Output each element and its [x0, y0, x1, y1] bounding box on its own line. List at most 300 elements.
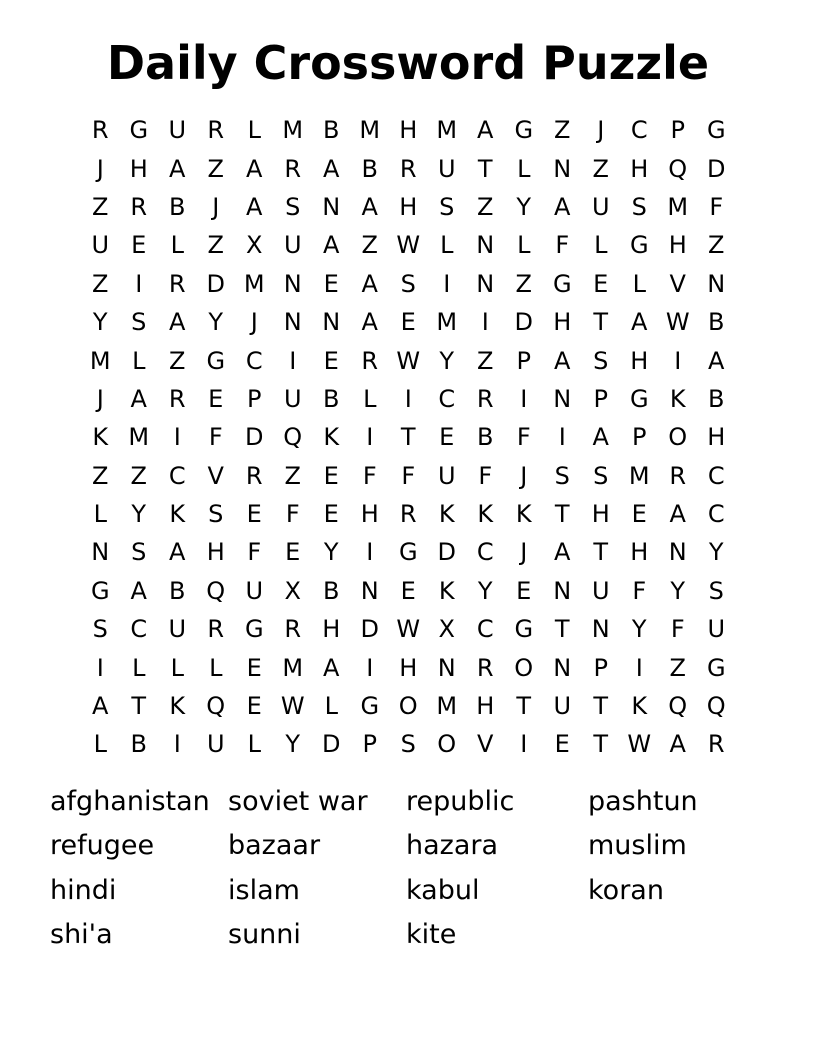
- grid-letter: F: [362, 461, 377, 490]
- grid-letter: C: [130, 615, 148, 644]
- grid-letter: G: [629, 384, 649, 413]
- grid-letter: R: [361, 346, 379, 375]
- grid-letter: A: [477, 116, 494, 145]
- grid-letter: H: [129, 154, 148, 183]
- grid-letter: G: [514, 615, 534, 644]
- grid-letter: Z: [92, 461, 109, 490]
- grid-letter: Z: [361, 231, 378, 260]
- grid-letter: I: [558, 423, 566, 452]
- grid-letter: R: [284, 615, 302, 644]
- grid-letter: U: [707, 615, 726, 644]
- grid-letter: B: [169, 192, 186, 221]
- grid-letter: R: [399, 154, 417, 183]
- grid-letter: U: [437, 461, 456, 490]
- grid-letter: K: [669, 384, 686, 413]
- grid-letter: Y: [516, 192, 532, 221]
- grid-letter: Z: [554, 116, 571, 145]
- grid-letter: H: [630, 346, 649, 375]
- grid-letter: N: [553, 576, 572, 605]
- grid-letter: E: [323, 269, 339, 298]
- grid-letter: L: [93, 730, 107, 759]
- grid-letter: J: [520, 538, 528, 567]
- grid-letter: L: [247, 730, 261, 759]
- grid-letter: I: [404, 384, 412, 413]
- word-list-item: afghanistan: [50, 785, 210, 817]
- grid-letter: F: [670, 615, 685, 644]
- grid-letter: S: [208, 500, 224, 529]
- grid-letter: B: [361, 154, 378, 183]
- grid-letter: A: [246, 154, 263, 183]
- grid-letter: P: [362, 730, 377, 759]
- grid-letter: G: [552, 269, 572, 298]
- grid-letter: T: [593, 308, 609, 337]
- grid-letter: M: [628, 461, 650, 490]
- grid-letter: T: [593, 538, 609, 567]
- grid-letter: A: [554, 346, 571, 375]
- grid-letter: H: [630, 154, 649, 183]
- grid-letter: S: [708, 576, 724, 605]
- grid-letter: O: [437, 730, 457, 759]
- grid-letter: L: [209, 653, 223, 682]
- grid-letter: Z: [477, 346, 494, 375]
- grid-letter: P: [670, 116, 685, 145]
- grid-letter: A: [323, 653, 340, 682]
- grid-letter: C: [630, 116, 648, 145]
- grid-letter: H: [668, 231, 687, 260]
- grid-letter: H: [322, 615, 341, 644]
- grid-letter: E: [631, 500, 647, 529]
- grid-letter: U: [591, 192, 610, 221]
- grid-letter: B: [169, 576, 186, 605]
- grid-letter: S: [131, 538, 147, 567]
- grid-letter: T: [400, 423, 416, 452]
- grid-letter: S: [593, 346, 609, 375]
- grid-letter: Y: [285, 730, 301, 759]
- grid-letter: K: [515, 500, 532, 529]
- grid-letter: L: [517, 154, 531, 183]
- grid-letter: A: [361, 192, 378, 221]
- grid-letter: Z: [592, 154, 609, 183]
- grid-letter: M: [282, 653, 304, 682]
- grid-letter: N: [322, 192, 341, 221]
- grid-letter: L: [324, 692, 338, 721]
- grid-letter: Q: [206, 692, 226, 721]
- grid-letter: S: [439, 192, 455, 221]
- grid-letter: K: [92, 423, 109, 452]
- grid-letter: I: [366, 423, 374, 452]
- grid-letter: Y: [708, 538, 724, 567]
- grid-letter: I: [289, 346, 297, 375]
- grid-letter: N: [360, 576, 379, 605]
- grid-letter: G: [90, 576, 110, 605]
- grid-letter: R: [476, 384, 494, 413]
- grid-letter: R: [168, 269, 186, 298]
- grid-letter: M: [89, 346, 111, 375]
- grid-letter: B: [708, 384, 725, 413]
- grid-letter: N: [322, 308, 341, 337]
- grid-letter: E: [285, 538, 301, 567]
- grid-letter: E: [323, 346, 339, 375]
- grid-letter: B: [323, 116, 340, 145]
- grid-letter: F: [401, 461, 416, 490]
- grid-letter: F: [285, 500, 300, 529]
- grid-letter: P: [247, 384, 262, 413]
- grid-letter: E: [593, 269, 609, 298]
- grid-letter: I: [481, 308, 489, 337]
- grid-letter: F: [247, 538, 262, 567]
- grid-letter: A: [554, 538, 571, 567]
- grid-letter: W: [396, 615, 421, 644]
- grid-letter: S: [285, 192, 301, 221]
- page-title: Daily Crossword Puzzle: [106, 36, 710, 90]
- grid-letter: F: [632, 576, 647, 605]
- grid-letter: S: [400, 730, 416, 759]
- grid-letter: G: [244, 615, 264, 644]
- grid-letter: T: [516, 692, 532, 721]
- grid-letter: K: [438, 576, 455, 605]
- grid-letter: Y: [631, 615, 647, 644]
- grid-letter: X: [438, 615, 455, 644]
- word-list-item: republic: [406, 785, 515, 817]
- grid-letter: A: [554, 192, 571, 221]
- grid-letter: M: [436, 308, 458, 337]
- grid-letter: I: [173, 423, 181, 452]
- grid-letter: M: [667, 192, 689, 221]
- grid-letter: Y: [477, 576, 493, 605]
- grid-letter: Q: [283, 423, 303, 452]
- grid-letter: E: [400, 308, 416, 337]
- grid-letter: R: [91, 116, 109, 145]
- grid-letter: N: [91, 538, 110, 567]
- grid-letter: U: [591, 576, 610, 605]
- grid-letter: P: [593, 384, 608, 413]
- grid-letter: F: [709, 192, 724, 221]
- grid-letter: J: [96, 154, 104, 183]
- word-list-item: hazara: [406, 830, 499, 862]
- grid-letter: N: [707, 269, 726, 298]
- grid-letter: W: [627, 730, 652, 759]
- word-list-item: muslim: [588, 830, 687, 862]
- grid-letter: S: [554, 461, 570, 490]
- grid-letter: B: [323, 576, 340, 605]
- grid-letter: R: [207, 615, 225, 644]
- grid-letter: S: [131, 308, 147, 337]
- grid-letter: I: [443, 269, 451, 298]
- grid-letter: Z: [169, 346, 186, 375]
- word-list-item: kabul: [406, 874, 480, 906]
- grid-letter: D: [707, 154, 726, 183]
- grid-letter: K: [477, 500, 494, 529]
- grid-letter: N: [476, 231, 495, 260]
- grid-letter: C: [168, 461, 186, 490]
- grid-letter: R: [168, 384, 186, 413]
- grid-letter: Y: [208, 308, 224, 337]
- grid-letter: B: [708, 308, 725, 337]
- grid-letter: W: [665, 308, 690, 337]
- grid-letter: T: [593, 692, 609, 721]
- grid-letter: R: [476, 653, 494, 682]
- grid-letter: G: [629, 231, 649, 260]
- grid-letter: N: [437, 653, 456, 682]
- grid-letter: E: [323, 461, 339, 490]
- grid-letter: R: [207, 116, 225, 145]
- grid-letter: B: [130, 730, 147, 759]
- word-search-grid: [81, 111, 736, 764]
- grid-letter: G: [706, 116, 726, 145]
- grid-letter: A: [361, 308, 378, 337]
- grid-letter: V: [477, 730, 494, 759]
- grid-letter: I: [96, 653, 104, 682]
- grid-letter: Z: [477, 192, 494, 221]
- grid-letter: O: [398, 692, 418, 721]
- grid-letter: I: [520, 384, 528, 413]
- grid-letter: I: [520, 730, 528, 759]
- grid-letter: T: [593, 730, 609, 759]
- grid-letter: U: [553, 692, 572, 721]
- grid-letter: C: [707, 500, 725, 529]
- grid-letter: A: [92, 692, 109, 721]
- grid-letter: L: [93, 500, 107, 529]
- grid-letter: D: [360, 615, 379, 644]
- grid-letter: I: [173, 730, 181, 759]
- grid-letter: U: [437, 154, 456, 183]
- grid-letter: G: [129, 116, 149, 145]
- grid-letter: A: [669, 730, 686, 759]
- grid-letter: N: [591, 615, 610, 644]
- grid-letter: R: [284, 154, 302, 183]
- grid-letter: E: [208, 384, 224, 413]
- grid-letter: H: [360, 500, 379, 529]
- grid-letter: A: [708, 346, 725, 375]
- grid-letter: A: [592, 423, 609, 452]
- grid-letter: Y: [131, 500, 147, 529]
- grid-letter: L: [170, 231, 184, 260]
- grid-letter: A: [361, 269, 378, 298]
- grid-letter: N: [476, 269, 495, 298]
- grid-letter: G: [206, 346, 226, 375]
- grid-letter: L: [132, 346, 146, 375]
- word-list-item: shi'a: [50, 919, 113, 951]
- grid-letter: L: [440, 231, 454, 260]
- grid-letter: G: [514, 116, 534, 145]
- grid-letter: A: [130, 576, 147, 605]
- grid-letter: J: [250, 308, 258, 337]
- grid-letter: E: [246, 500, 262, 529]
- grid-letter: Z: [130, 461, 147, 490]
- grid-letter: H: [591, 500, 610, 529]
- grid-letter: Q: [668, 154, 688, 183]
- grid-letter: H: [399, 653, 418, 682]
- grid-letter: D: [245, 423, 264, 452]
- grid-letter: D: [437, 538, 456, 567]
- grid-letter: J: [212, 192, 220, 221]
- grid-letter: C: [476, 538, 494, 567]
- grid-letter: G: [398, 538, 418, 567]
- grid-letter: L: [517, 231, 531, 260]
- grid-letter: X: [284, 576, 301, 605]
- grid-letter: U: [206, 730, 225, 759]
- word-list-item: kite: [406, 919, 457, 951]
- grid-letter: H: [630, 538, 649, 567]
- grid-letter: S: [400, 269, 416, 298]
- grid-letter: N: [283, 269, 302, 298]
- grid-letter: J: [597, 116, 605, 145]
- grid-letter: K: [631, 692, 648, 721]
- grid-letter: E: [439, 423, 455, 452]
- grid-letter: I: [366, 653, 374, 682]
- grid-letter: V: [207, 461, 224, 490]
- grid-letter: Z: [92, 192, 109, 221]
- grid-letter: M: [128, 423, 150, 452]
- grid-letter: Y: [92, 308, 108, 337]
- grid-letter: B: [477, 423, 494, 452]
- grid-letter: U: [283, 384, 302, 413]
- grid-letter: C: [476, 615, 494, 644]
- grid-letter: D: [322, 730, 341, 759]
- grid-letter: F: [555, 231, 570, 260]
- grid-letter: E: [323, 500, 339, 529]
- grid-letter: T: [554, 500, 570, 529]
- word-list-item: soviet war: [228, 785, 368, 817]
- grid-letter: P: [516, 346, 531, 375]
- grid-letter: U: [91, 231, 110, 260]
- grid-letter: I: [366, 538, 374, 567]
- grid-letter: D: [206, 269, 225, 298]
- grid-letter: Y: [323, 538, 339, 567]
- grid-letter: K: [438, 500, 455, 529]
- word-list-item: sunni: [228, 919, 301, 951]
- grid-letter: Z: [284, 461, 301, 490]
- grid-letter: F: [478, 461, 493, 490]
- grid-letter: A: [323, 154, 340, 183]
- grid-letter: A: [631, 308, 648, 337]
- grid-letter: T: [131, 692, 147, 721]
- grid-letter: Z: [669, 653, 686, 682]
- grid-letter: A: [323, 231, 340, 260]
- grid-letter: O: [514, 653, 534, 682]
- grid-letter: C: [707, 461, 725, 490]
- grid-letter: L: [363, 384, 377, 413]
- grid-letter: U: [245, 576, 264, 605]
- grid-letter: R: [245, 461, 263, 490]
- grid-letter: R: [130, 192, 148, 221]
- grid-letter: V: [669, 269, 686, 298]
- grid-letter: M: [436, 116, 458, 145]
- grid-letter: P: [593, 653, 608, 682]
- grid-letter: Z: [207, 231, 224, 260]
- grid-letter: L: [247, 116, 261, 145]
- grid-letter: G: [706, 653, 726, 682]
- grid-letter: Q: [206, 576, 226, 605]
- grid-letter: J: [96, 384, 104, 413]
- grid-letter: A: [246, 192, 263, 221]
- grid-letter: P: [632, 423, 647, 452]
- grid-letter: L: [132, 653, 146, 682]
- grid-letter: E: [246, 653, 262, 682]
- grid-letter: M: [436, 692, 458, 721]
- grid-letter: S: [92, 615, 108, 644]
- grid-letter: S: [593, 461, 609, 490]
- grid-letter: U: [168, 615, 187, 644]
- grid-letter: C: [245, 346, 263, 375]
- grid-letter: S: [631, 192, 647, 221]
- grid-letter: Z: [92, 269, 109, 298]
- word-list-item: koran: [588, 874, 664, 906]
- grid-letter: N: [668, 538, 687, 567]
- grid-letter: Y: [670, 576, 686, 605]
- word-list: [50, 779, 766, 957]
- word-list-item: pashtun: [588, 785, 698, 817]
- grid-letter: Z: [708, 231, 725, 260]
- grid-letter: H: [206, 538, 225, 567]
- grid-letter: R: [707, 730, 725, 759]
- grid-letter: E: [131, 231, 147, 260]
- grid-letter: H: [399, 116, 418, 145]
- grid-letter: T: [554, 615, 570, 644]
- grid-letter: H: [553, 308, 572, 337]
- grid-letter: X: [246, 231, 263, 260]
- grid-letter: A: [130, 384, 147, 413]
- grid-letter: Q: [706, 692, 726, 721]
- grid-letter: A: [669, 500, 686, 529]
- grid-letter: O: [668, 423, 688, 452]
- word-list-item: refugee: [50, 830, 155, 862]
- grid-letter: G: [360, 692, 380, 721]
- grid-letter: L: [632, 269, 646, 298]
- grid-letter: R: [399, 500, 417, 529]
- grid-letter: H: [399, 192, 418, 221]
- grid-letter: I: [135, 269, 143, 298]
- grid-letter: A: [169, 538, 186, 567]
- grid-letter: Z: [515, 269, 532, 298]
- grid-letter: N: [553, 653, 572, 682]
- grid-letter: J: [520, 461, 528, 490]
- word-list-item: bazaar: [228, 830, 321, 862]
- grid-letter: H: [707, 423, 726, 452]
- grid-letter: Y: [439, 346, 455, 375]
- grid-letter: R: [669, 461, 687, 490]
- grid-letter: N: [553, 384, 572, 413]
- grid-letter: N: [283, 308, 302, 337]
- grid-letter: M: [282, 116, 304, 145]
- grid-letter: N: [553, 154, 572, 183]
- grid-letter: K: [323, 423, 340, 452]
- grid-letter: U: [283, 231, 302, 260]
- grid-letter: A: [169, 154, 186, 183]
- grid-letter: F: [516, 423, 531, 452]
- grid-letter: E: [554, 730, 570, 759]
- grid-letter: H: [476, 692, 495, 721]
- grid-letter: B: [323, 384, 340, 413]
- grid-letter: D: [514, 308, 533, 337]
- grid-letter: F: [208, 423, 223, 452]
- grid-letter: E: [516, 576, 532, 605]
- word-list-item: islam: [228, 874, 300, 906]
- grid-letter: M: [359, 116, 381, 145]
- grid-letter: C: [438, 384, 456, 413]
- grid-letter: W: [280, 692, 305, 721]
- grid-letter: T: [477, 154, 493, 183]
- grid-letter: I: [674, 346, 682, 375]
- word-list-item: hindi: [50, 874, 117, 906]
- grid-letter: W: [396, 346, 421, 375]
- grid-letter: K: [169, 500, 186, 529]
- grid-letter: K: [169, 692, 186, 721]
- grid-letter: L: [594, 231, 608, 260]
- grid-letter: U: [168, 116, 187, 145]
- grid-letter: Q: [668, 692, 688, 721]
- grid-letter: I: [635, 653, 643, 682]
